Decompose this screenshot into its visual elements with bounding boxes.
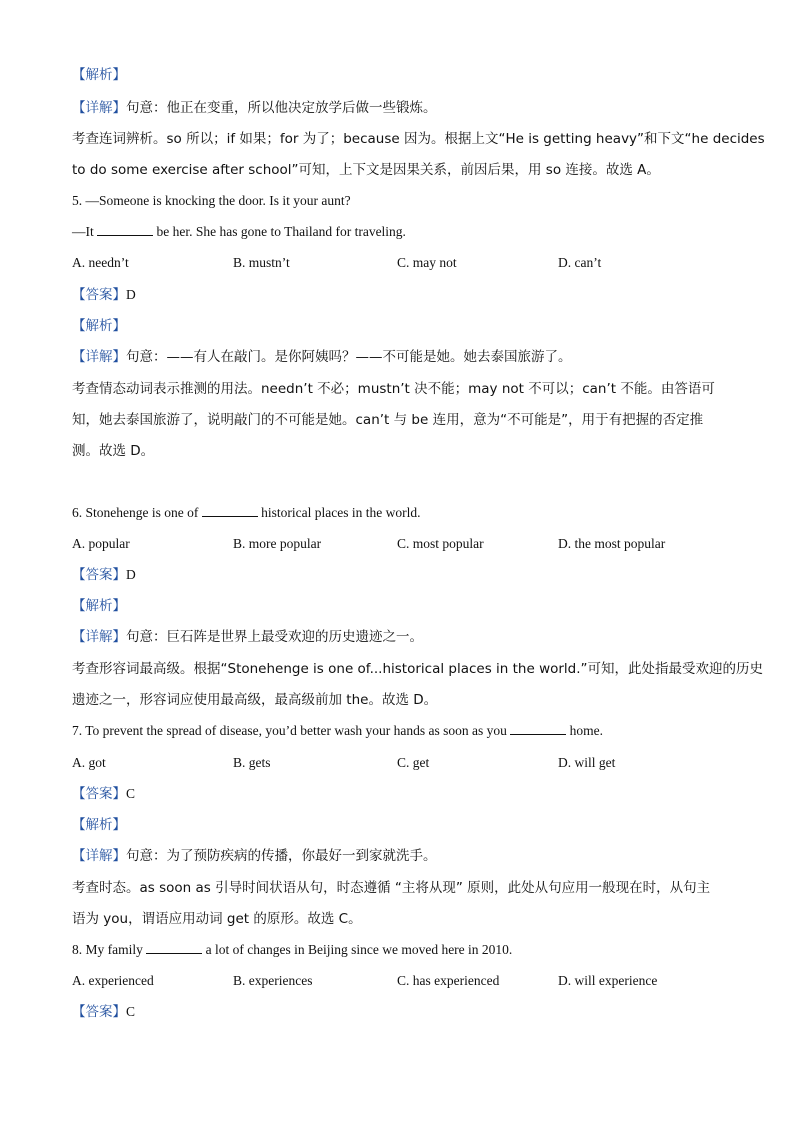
explanation-line: 考查连词辨析。so 所以；if 如果；for 为了；because 因为。根据上文“He is getting heavy”和下文“he decides bbox=[72, 131, 765, 147]
analysis-label: 【解析】 bbox=[72, 817, 126, 833]
question-stem bbox=[72, 223, 406, 241]
answer-line bbox=[72, 785, 135, 803]
explanation-line: 考查时态。as soon as 引导时间状语从句，时态遵循 “主将从现” 原则，此处从句应用一般现在时，从句主 bbox=[72, 880, 711, 896]
option-b: B. gets bbox=[233, 755, 271, 770]
detail-label: 【详解】 bbox=[72, 629, 126, 645]
analysis-label: 【解析】 bbox=[72, 67, 126, 83]
question-stem bbox=[72, 941, 512, 959]
stem-text: historical places in the world. bbox=[261, 505, 421, 520]
stem-text: 7. To prevent the spread of disease, you’d better wash your hands as soon as you bbox=[72, 723, 507, 738]
option-d: D. the most popular bbox=[558, 536, 666, 551]
question-stem: 5. —Someone is knocking the door. Is it your aunt? bbox=[72, 193, 351, 208]
option-d: D. can’t bbox=[558, 255, 602, 270]
explanation-line: 考查情态动词表示推测的用法。needn’t 不必；mustn’t 决不能；may not 不可以；can’t 不能。由答语可 bbox=[72, 381, 715, 397]
detail-line bbox=[72, 99, 437, 117]
detail-text: 句意：为了预防疾病的传播，你最好一到家就洗手。 bbox=[126, 848, 437, 864]
answer-value: D bbox=[126, 567, 136, 582]
explanation-line: 考查形容词最高级。根据“Stonehenge is one of...historical places in the world.”可知，此处指最受欢迎的历史 bbox=[72, 661, 764, 677]
option-a: A. needn’t bbox=[72, 255, 129, 270]
detail-line bbox=[72, 628, 423, 646]
option-a: A. popular bbox=[72, 536, 130, 551]
answer-label: 【答案】 bbox=[72, 1004, 126, 1020]
answer-blank bbox=[97, 223, 153, 236]
detail-line bbox=[72, 348, 572, 366]
option-a: A. experienced bbox=[72, 973, 154, 988]
answer-line bbox=[72, 286, 136, 304]
answer-blank bbox=[202, 504, 258, 517]
detail-label: 【详解】 bbox=[72, 848, 126, 864]
detail-text: 句意：——有人在敲门。是你阿姨吗？——不可能是她。她去泰国旅游了。 bbox=[126, 349, 572, 365]
stem-text: 8. My family bbox=[72, 942, 143, 957]
analysis-label: 【解析】 bbox=[72, 318, 126, 334]
stem-text: a lot of changes in Beijing since we moved here in 2010. bbox=[205, 942, 513, 957]
option-c: C. has experienced bbox=[397, 973, 500, 988]
answer-label: 【答案】 bbox=[72, 786, 126, 802]
option-b: B. experiences bbox=[233, 973, 313, 988]
detail-text: 句意：他正在变重，所以他决定放学后做一些锻炼。 bbox=[126, 100, 437, 116]
option-c: C. may not bbox=[397, 255, 457, 270]
detail-line bbox=[72, 847, 437, 865]
explanation-line: 语为 you，谓语应用动词 get 的原形。故选 C。 bbox=[72, 911, 362, 927]
question-stem bbox=[72, 504, 420, 522]
option-a: A. got bbox=[72, 755, 106, 770]
stem-text: home. bbox=[569, 723, 603, 738]
option-d: D. will get bbox=[558, 755, 616, 770]
explanation-line: to do some exercise after school”可知，上下文是因果关系，前因后果，用 so 连接。故选 A。 bbox=[72, 162, 660, 178]
explanation-line: 知，她去泰国旅游了，说明敲门的不可能是她。can’t 与 be 连用，意为“不可能是”，用于有把握的否定推 bbox=[72, 412, 704, 428]
explanation-line: 测。故选 D。 bbox=[72, 443, 155, 459]
stem-text: 6. Stonehenge is one of bbox=[72, 505, 199, 520]
answer-label: 【答案】 bbox=[72, 567, 126, 583]
answer-value: D bbox=[126, 287, 136, 302]
option-c: C. get bbox=[397, 755, 430, 770]
answer-value: C bbox=[126, 1004, 136, 1019]
detail-label: 【详解】 bbox=[72, 100, 126, 116]
answer-blank bbox=[146, 941, 202, 954]
option-b: B. mustn’t bbox=[233, 255, 290, 270]
option-c: C. most popular bbox=[397, 536, 484, 551]
answer-label: 【答案】 bbox=[72, 287, 126, 303]
option-b: B. more popular bbox=[233, 536, 322, 551]
analysis-label: 【解析】 bbox=[72, 598, 126, 614]
answer-blank bbox=[510, 722, 566, 735]
answer-line bbox=[72, 1003, 135, 1021]
explanation-line: 遗迹之一，形容词应使用最高级，最高级前加 the。故选 D。 bbox=[72, 692, 438, 708]
answer-line bbox=[72, 566, 136, 584]
detail-label: 【详解】 bbox=[72, 349, 126, 365]
question-stem bbox=[72, 722, 603, 740]
stem-text: —It bbox=[72, 224, 94, 239]
detail-text: 句意：巨石阵是世界上最受欢迎的历史遗迹之一。 bbox=[126, 629, 423, 645]
answer-value: C bbox=[126, 786, 136, 801]
option-d: D. will experience bbox=[558, 973, 658, 988]
stem-text: be her. She has gone to Thailand for traveling. bbox=[156, 224, 406, 239]
